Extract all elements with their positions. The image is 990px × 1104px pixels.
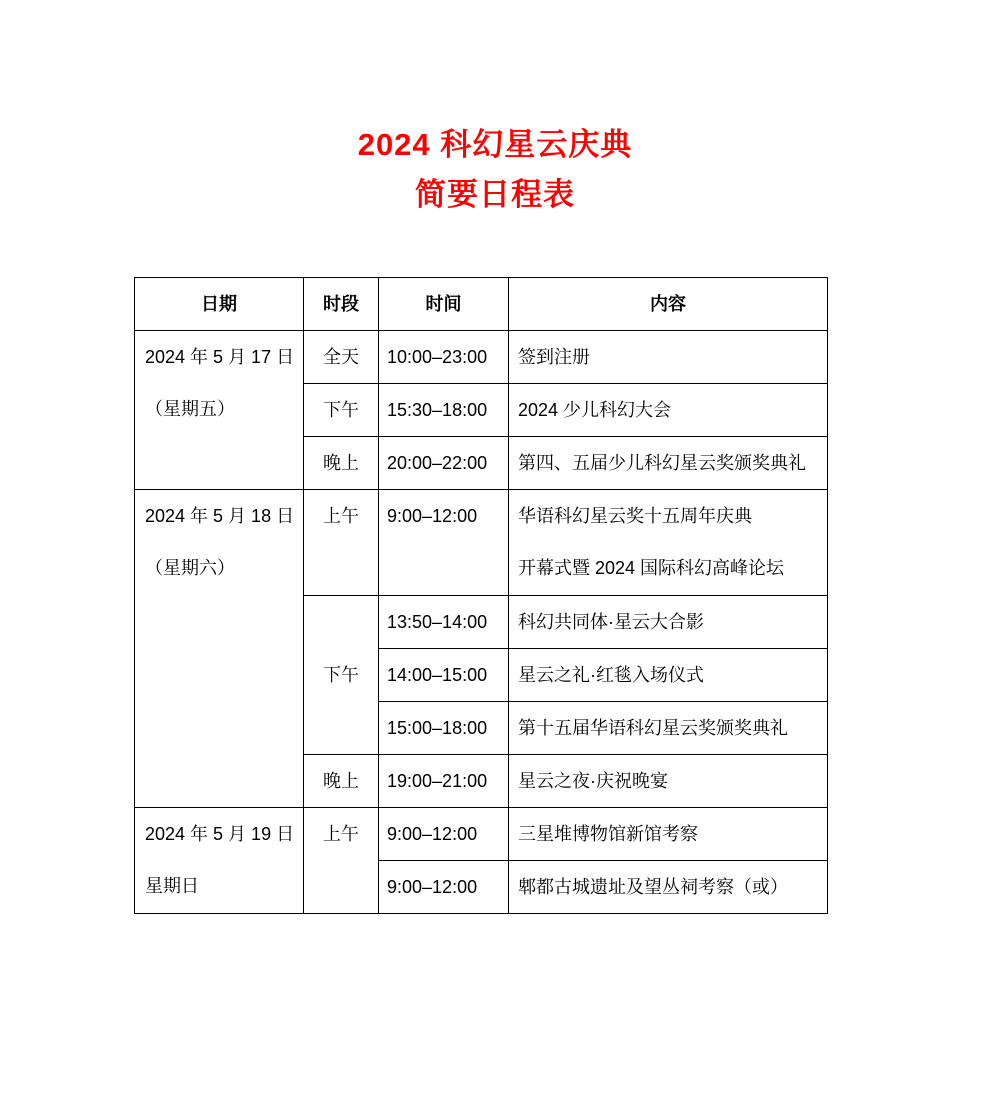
time-cell: 15:00–18:00 <box>379 702 509 755</box>
table-row <box>135 490 828 596</box>
content-line2: 开幕式暨 2024 国际科幻高峰论坛 <box>518 558 785 578</box>
header-cell-time: 时间 <box>379 278 509 331</box>
time-cell: 9:00–12:00 <box>379 808 509 861</box>
date-line1: 2024 年 5 月 18 日 <box>145 506 295 526</box>
table-row <box>135 808 828 861</box>
content-cell: 签到注册 <box>509 331 828 384</box>
header-cell-date: 日期 <box>135 278 304 331</box>
table-row <box>135 331 828 384</box>
date-line1: 2024 年 5 月 19 日 <box>145 824 295 844</box>
time-cell: 14:00–15:00 <box>379 649 509 702</box>
time-cell: 19:00–21:00 <box>379 755 509 808</box>
period-cell-afternoon: 下午 <box>304 596 379 755</box>
content-cell: 2024 少儿科幻大会 <box>509 384 828 437</box>
content-cell: 第十五届华语科幻星云奖颁奖典礼 <box>509 702 828 755</box>
period-cell: 晚上 <box>304 755 379 808</box>
content-cell: 第四、五届少儿科幻星云奖颁奖典礼 <box>509 437 828 490</box>
time-cell: 9:00–12:00 <box>379 490 509 596</box>
header-row <box>135 278 828 331</box>
date-line2: 星期日 <box>145 876 199 896</box>
period-cell: 上午 <box>304 490 379 596</box>
header-cell-period: 时段 <box>304 278 379 331</box>
time-cell: 13:50–14:00 <box>379 596 509 649</box>
content-cell: 科幻共同体·星云大合影 <box>509 596 828 649</box>
content-cell: 星云之夜·庆祝晚宴 <box>509 755 828 808</box>
time-cell: 9:00–12:00 <box>379 861 509 914</box>
period-cell: 全天 <box>304 331 379 384</box>
date-line1: 2024 年 5 月 17 日 <box>145 347 295 367</box>
date-cell-day3 <box>135 808 304 914</box>
page-title-line1: 2024 科幻星云庆典 <box>357 127 633 162</box>
content-cell: 郫都古城遗址及望丛祠考察（或） <box>509 861 828 914</box>
content-line1: 华语科幻星云奖十五周年庆典 <box>518 506 752 526</box>
page-title-line2: 简要日程表 <box>415 177 575 212</box>
content-cell: 星云之礼·红毯入场仪式 <box>509 649 828 702</box>
date-line2: （星期六） <box>145 558 235 578</box>
content-cell: 三星堆博物馆新馆考察 <box>509 808 828 861</box>
header-cell-content: 内容 <box>509 278 828 331</box>
period-cell: 晚上 <box>304 437 379 490</box>
period-cell: 下午 <box>304 384 379 437</box>
date-line2: （星期五） <box>145 399 235 419</box>
time-cell: 10:00–23:00 <box>379 331 509 384</box>
title-block <box>0 120 990 220</box>
date-cell-day1 <box>135 331 304 490</box>
schedule-table <box>134 277 828 914</box>
content-cell <box>509 490 828 596</box>
date-cell-day2 <box>135 490 304 808</box>
time-cell: 15:30–18:00 <box>379 384 509 437</box>
period-cell-morning: 上午 <box>304 808 379 914</box>
time-cell: 20:00–22:00 <box>379 437 509 490</box>
